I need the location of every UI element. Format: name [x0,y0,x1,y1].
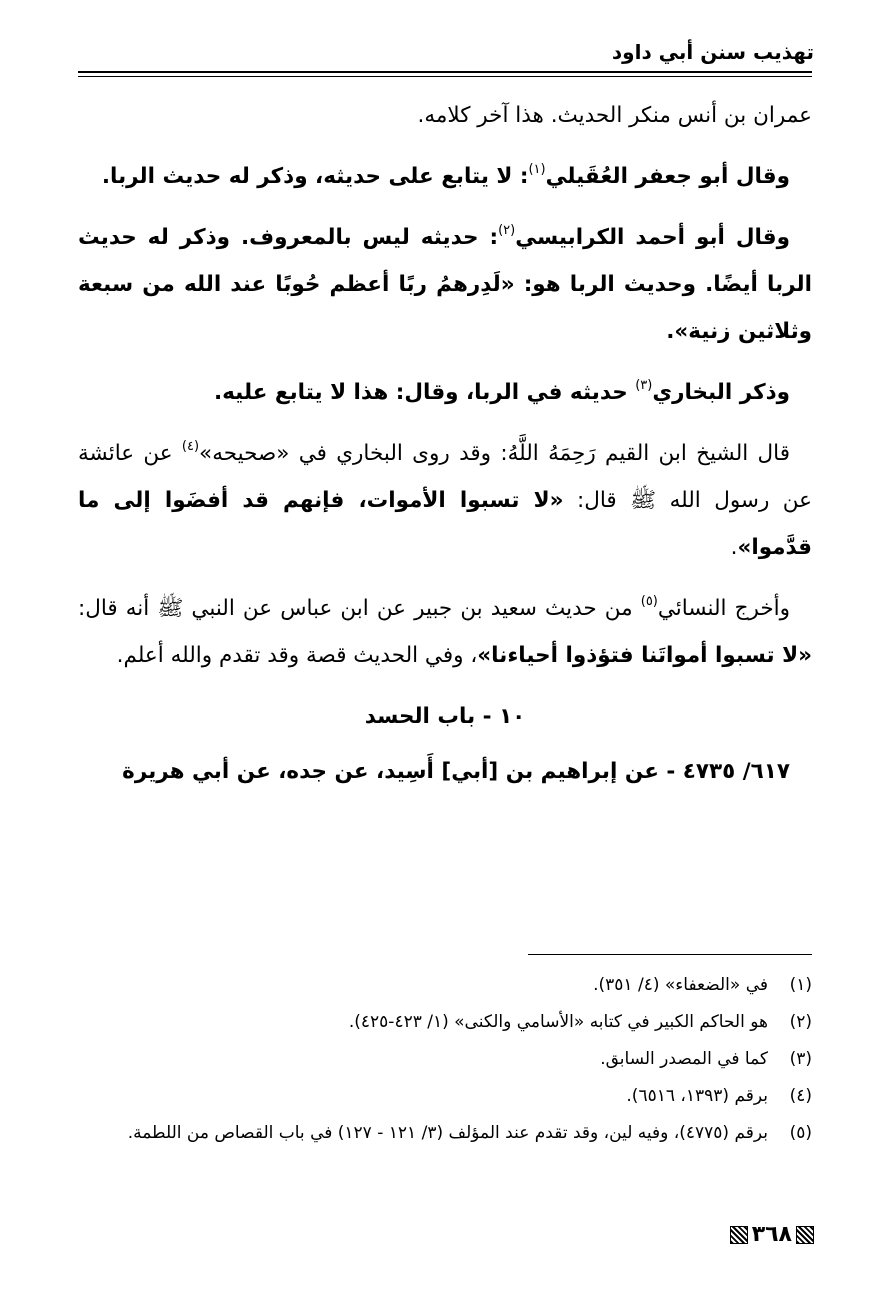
ornament-icon [796,1226,814,1244]
footnote-item [78,1116,812,1151]
running-title: تهذيب سنن أبي داود [611,40,814,64]
paragraph-6-text: وأخرج النسائي [657,596,790,621]
section-heading: ١٠ - باب الحسد [364,704,526,729]
footnote-ref-3: (٣) [635,377,653,393]
paragraph-5 [78,430,812,571]
paragraph-7: ٦١٧/ ٤٧٣٥ - عن إبراهيم بن [أبي] أَسِيد، عن جده، عن أبي هريرة [122,759,790,784]
footnote-item [78,1005,812,1040]
footnote-item [78,1079,812,1114]
paragraph-6-text-cont: من حديث سعيد بن جبير عن ابن عباس عن النبي ﷺ أنه قال: [78,596,641,621]
page-number-value: ٣٦٨ [751,1222,792,1247]
paragraph-5-text: قال الشيخ ابن القيم رَحِمَهُ اللَّهُ: وقد روى البخاري في «صحيحه» [199,441,791,466]
footnote-ref-1: (١) [528,161,546,177]
narrator-name: وقال أبو جعفر العُقَيلي [545,164,790,189]
footnote-item [78,1042,812,1077]
footnote-item [78,968,812,1003]
footnote-number: (٣) [789,1049,812,1069]
paragraph-1: عمران بن أنس منكر الحديث. هذا آخر كلامه. [417,103,812,128]
footnote-number: (٥) [789,1123,812,1143]
hadith-quote: «لا تسبوا أمواتَنا فتؤذوا أحياءنا» [477,643,812,668]
narrator-name: وقال أبو أحمد الكرابيسي [515,225,790,250]
paragraph-5-text-cont: عن عائشة عن رسول الله ﷺ قال: [78,441,812,513]
footnote-separator [528,954,812,955]
header-rule-thick [78,71,812,73]
paragraph-6 [78,585,812,679]
paragraph-4 [78,369,812,416]
narrator-name: وذكر البخاري [652,380,790,405]
paragraph-6-end: ، وفي الحديث قصة وقد تقدم والله أعلم. [116,643,478,668]
footnote-number: (١) [789,975,812,995]
paragraph-2-text: : لا يتابع على حديثه، وذكر له حديث الربا. [101,164,529,189]
paragraph-3 [78,214,812,355]
hadith-quote: «لا تسبوا الأموات، فإنهم قد أفضَوا إلى ما قدَّموا» [78,488,812,560]
footnotes [78,968,812,1153]
footnote-text: هو الحاكم الكبير في كتابه «الأسامي والكنى» (١/ ٤٢٣-٤٢٥). [348,1012,768,1032]
footnote-ref-5: (٥) [640,593,658,609]
header-rule-thin [78,76,812,77]
main-text [78,92,812,809]
page-number [730,1222,814,1247]
footnote-ref-4: (٤) [181,438,200,454]
footnote-text: برقم (١٣٩٣، ٦٥١٦). [626,1086,768,1106]
footnote-ref-2: (٢) [498,222,516,238]
footnote-number: (٢) [789,1012,812,1032]
footnote-text: في «الضعفاء» (٤/ ٣٥١). [593,975,768,995]
footnote-number: (٤) [789,1086,812,1106]
footnote-text: برقم (٤٧٧٥)، وفيه لين، وقد تقدم عند المؤلف (٣/ ١٢١ - ١٢٧) في باب القصاص من اللطمة. [127,1123,768,1143]
paragraph-4-text: حديثه في الربا، وقال: هذا لا يتابع عليه. [213,380,636,405]
footnote-text: كما في المصدر السابق. [600,1049,768,1069]
ornament-icon [730,1226,748,1244]
paragraph-5-end: . [730,535,738,560]
paragraph-3-text: : حديثه ليس بالمعروف. وذكر له حديث الربا أيضًا. وحديث الربا هو: «لَدِرهمُ ربًا أعظم حُوبًا عند الله من سبعة وثلاثين زنية». [78,225,812,344]
paragraph-2 [78,153,812,200]
